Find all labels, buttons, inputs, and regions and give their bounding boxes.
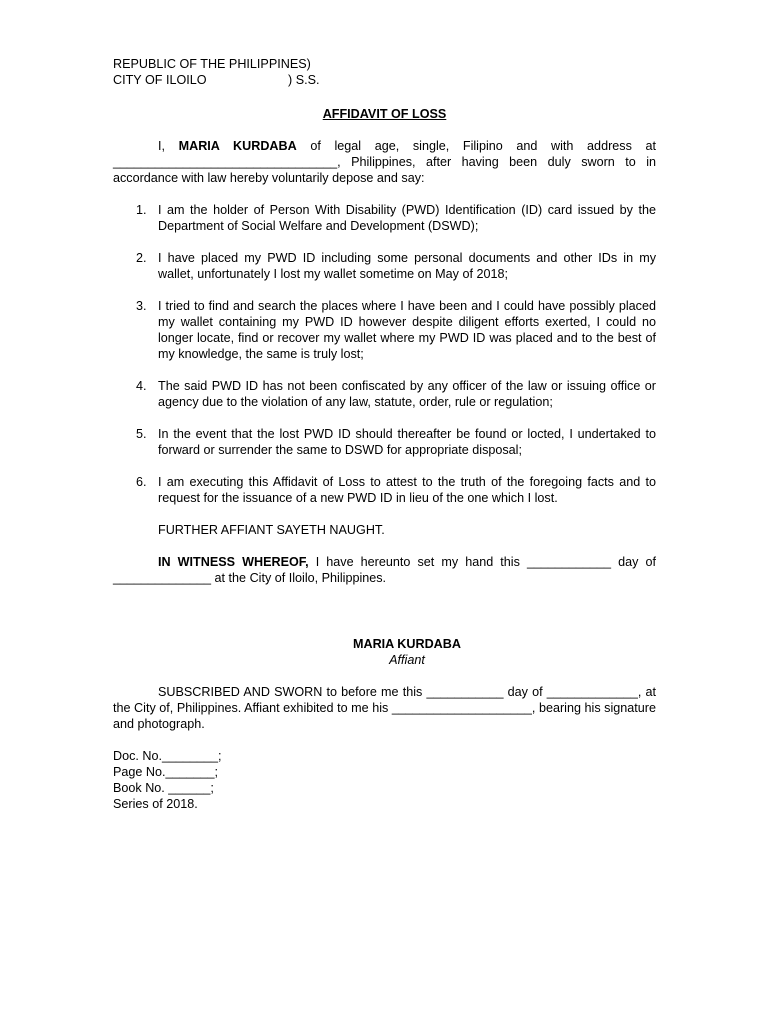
signature-block <box>113 636 656 668</box>
book-number: Book No. ______; <box>113 781 214 795</box>
item-text: I am the holder of Person With Disability (PWD) Identification (ID) card issued by the Department of Social Welfare and Development (DSWD); <box>158 203 656 233</box>
venue-line-1 <box>113 56 656 72</box>
item-text: I have placed my PWD ID including some personal documents and other IDs in my wallet, unfortunately I lost my wallet sometime on May of 2018; <box>158 251 656 281</box>
notarial-details <box>113 748 656 812</box>
witness-paragraph <box>113 554 656 586</box>
page-number: Page No._______; <box>113 765 219 779</box>
item-number: 6. <box>136 475 147 489</box>
item-number: 3. <box>136 299 147 313</box>
venue-line-2 <box>113 72 656 88</box>
intro-paragraph <box>113 138 656 186</box>
item-number: 4. <box>136 379 147 393</box>
affidavit-document <box>113 56 656 812</box>
item-number: 5. <box>136 427 147 441</box>
affiant-name-intro: MARIA KURDABA <box>178 139 297 153</box>
venue-ss: ) S.S. <box>288 73 320 87</box>
item-text: In the event that the lost PWD ID should thereafter be found or locted, I undertaked to forward or surrender the same to DSWD for appropriate disposal; <box>158 427 656 457</box>
venue-republic: REPUBLIC OF THE PHILIPPINES) <box>113 57 311 71</box>
list-item <box>136 474 656 506</box>
jurat-paragraph: SUBSCRIBED AND SWORN to before me this ___________ day of _____________, at the City of, Philippines. Affiant exhibited to me his ____________________, bearing his signature and photograph. <box>113 685 656 731</box>
witness-text: I have hereunto set my hand this ____________ day of ______________ at the City of Iloilo, Philippines. <box>113 555 657 585</box>
item-text: I tried to find and search the places where I have been and I could have possibly placed my wallet containing my PWD ID however despite diligent efforts exerted, I could no longer locate, find or recover my wallet where my PWD ID was placed and to the best of my knowledge, the same is truly lost; <box>158 299 656 361</box>
series-year: Series of 2018. <box>113 797 198 811</box>
item-text: I am executing this Affidavit of Loss to attest to the truth of the foregoing facts and to request for the issuance of a new PWD ID in lieu of the one which I lost. <box>158 475 656 505</box>
affiant-role: Affiant <box>389 653 425 667</box>
list-item <box>136 250 656 282</box>
list-item <box>136 378 656 410</box>
further-affiant: FURTHER AFFIANT SAYETH NAUGHT. <box>158 523 385 537</box>
doc-number: Doc. No.________; <box>113 749 222 763</box>
item-text: The said PWD ID has not been confiscated by any officer of the law or issuing office or agency due to the violation of any law, statute, order, rule or regulation; <box>158 379 656 409</box>
document-title: AFFIDAVIT OF LOSS <box>322 107 447 121</box>
venue-block <box>113 56 656 88</box>
intro-text: of legal age, single, Filipino and with address at ________________________________, Philippines, after having been duly sworn to in accordance with law hereby voluntarily depose and say: <box>113 139 656 185</box>
list-item <box>136 202 656 234</box>
item-number: 1. <box>136 203 147 217</box>
affiant-name: MARIA KURDABA <box>353 637 461 651</box>
list-item <box>136 426 656 458</box>
statement-list <box>113 202 656 506</box>
venue-city: CITY OF ILOILO <box>113 73 207 87</box>
witness-heading: IN WITNESS WHEREOF, <box>158 555 309 569</box>
list-item <box>136 298 656 362</box>
item-number: 2. <box>136 251 147 265</box>
intro-prefix: I, <box>158 139 179 153</box>
